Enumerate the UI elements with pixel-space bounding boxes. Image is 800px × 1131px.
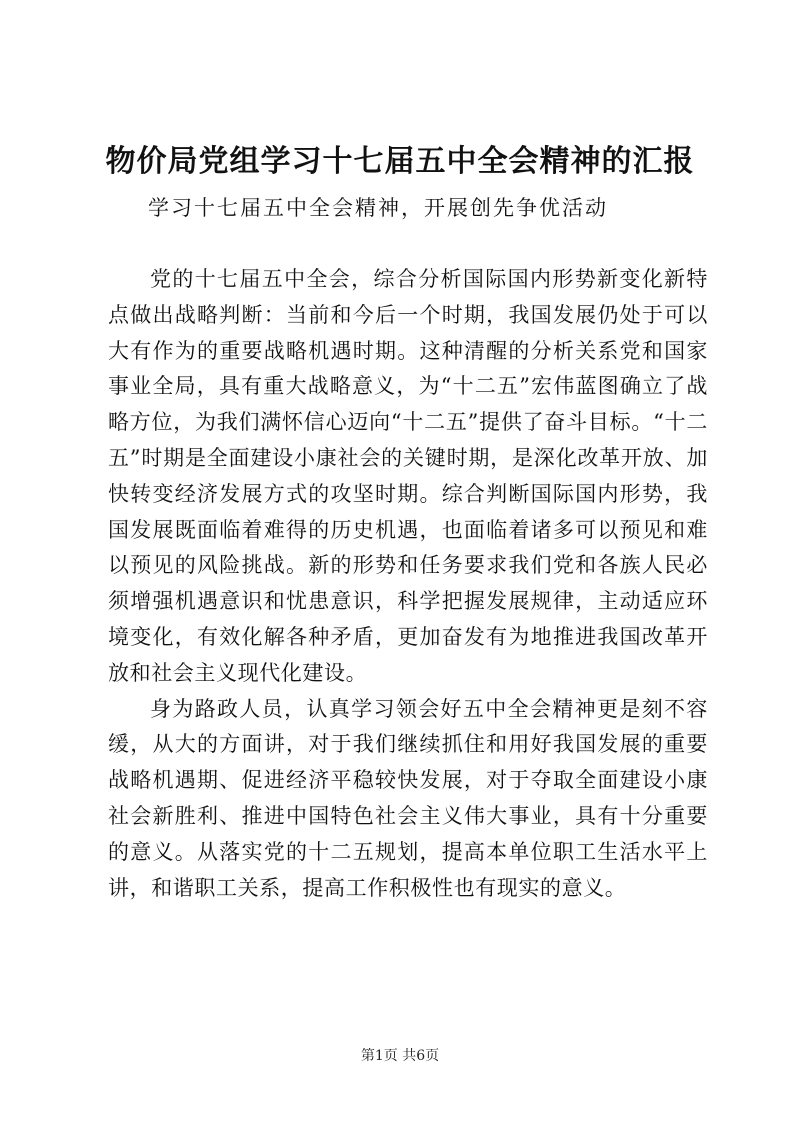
page-number-footer: 第1页 共6页 — [360, 1048, 440, 1064]
document-body — [108, 262, 708, 906]
document-subtitle: 学习十七届五中全会精神，开展创先争优活动 — [148, 196, 608, 220]
document-title: 物价局党组学习十七届五中全会精神的汇报 — [105, 144, 695, 179]
body-paragraph: 党的十七届五中全会，综合分析国际国内形势新变化新特点做出战略判断：当前和今后一个时期，我国发展仍处于可以大有作为的重要战略机遇时期。这种清醒的分析关系党和国家事业全局，具有重大战略意义，为“十二五”宏伟蓝图确立了战略方位，为我们满怀信心迈向“十二五”提供了奋斗目标。“十二五”时期是全面建设小康社会的关键时期，是深化改革开放、加快转变经济发展方式的攻坚时期。综合判断国际国内形势，我国发展既面临着难得的历史机遇，也面临着诸多可以预见和难以预见的风险挑战。新的形势和任务要求我们党和各族人民必须增强机遇意识和忧患意识，科学把握发展规律，主动适应环境变化，有效化解各种矛盾，更加奋发有为地推进我国改革开放和社会主义现代化建设。 — [108, 267, 708, 685]
body-paragraph: 身为路政人员，认真学习领会好五中全会精神更是刻不容缓，从大的方面讲，对于我们继续抓住和用好我国发展的重要战略机遇期、促进经济平稳较快发展，对于夺取全面建设小康社会新胜利、推进中国特色社会主义伟大事业，具有十分重要的意义。从落实党的十二五规划，提高本单位职工生活水平上讲，和谐职工关系，提高工作积极性也有现实的意义。 — [108, 696, 708, 900]
